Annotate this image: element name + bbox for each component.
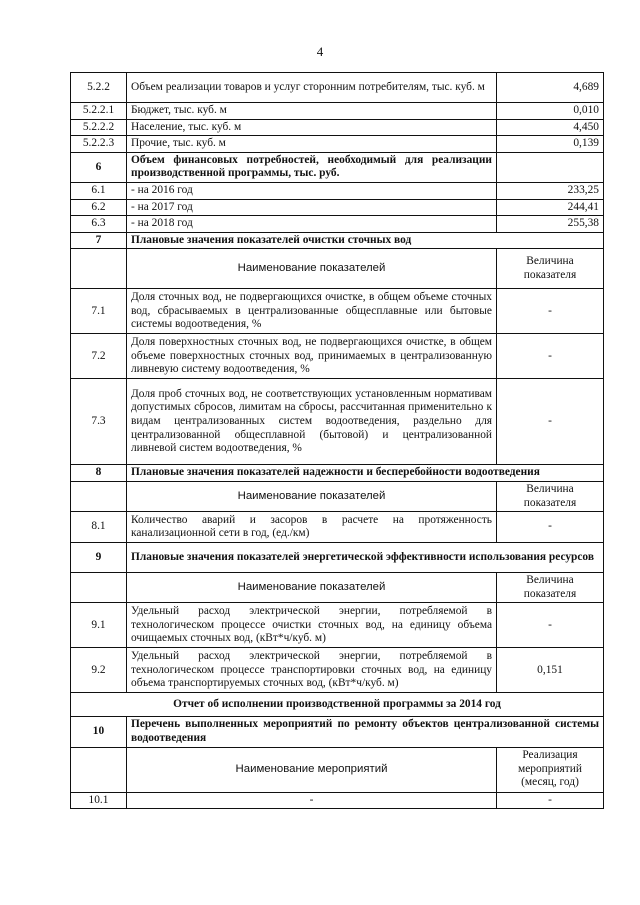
table-row xyxy=(71,334,604,379)
row-text: Население, тыс. куб. м xyxy=(127,119,497,136)
table-row xyxy=(71,648,604,693)
row-text: - на 2016 год xyxy=(127,182,497,199)
column-header-value: Величина показателя xyxy=(497,481,604,511)
section-number: 7 xyxy=(71,232,127,249)
row-value: - xyxy=(497,512,604,543)
row-value: 0,151 xyxy=(497,648,604,693)
row-value: 244,41 xyxy=(497,199,604,216)
section-row xyxy=(71,717,604,747)
row-text: - xyxy=(127,792,497,809)
row-number: 6.2 xyxy=(71,199,127,216)
column-header-name: Наименование показателей xyxy=(127,481,497,511)
section-title: Объем финансовых потребностей, необходимый для реализации производственной программы, тыс. руб. xyxy=(127,152,497,182)
row-value: 0,139 xyxy=(497,136,604,153)
row-text: - на 2017 год xyxy=(127,199,497,216)
row-value: - xyxy=(497,603,604,648)
section-title: Плановые значения показателей надежности и бесперебойности водоотведения xyxy=(127,465,604,482)
table-row xyxy=(71,289,604,334)
row-value: 0,010 xyxy=(497,103,604,120)
table-row xyxy=(71,379,604,465)
section-row xyxy=(71,232,604,249)
section-title: Плановые значения показателей очистки сточных вод xyxy=(127,232,604,249)
row-number: 7.1 xyxy=(71,289,127,334)
empty-cell xyxy=(71,747,127,792)
row-text: Доля проб сточных вод, не соответствующих установленным нормативам допустимых сбросов, лимитам на сбросы, рассчитанная применительно к видам централизованных систем водоотведения, раздельно для централизованной общесплавной (бытовой) и централизованной ливневой систем водоотведения, % xyxy=(127,379,497,465)
row-value: 4,450 xyxy=(497,119,604,136)
row-value: - xyxy=(497,792,604,809)
section-row xyxy=(71,152,604,182)
report-row xyxy=(71,693,604,717)
program-table xyxy=(70,72,604,809)
column-header-name: Наименование показателей xyxy=(127,249,497,289)
row-value: 255,38 xyxy=(497,216,604,233)
empty-cell xyxy=(71,573,127,603)
section-row xyxy=(71,543,604,573)
section-number: 10 xyxy=(71,717,127,747)
row-number: 7.3 xyxy=(71,379,127,465)
table-row xyxy=(71,603,604,648)
row-number: 6.3 xyxy=(71,216,127,233)
column-header-value: Величина показателя xyxy=(497,249,604,289)
column-header-value: Реализация мероприятий (месяц, год) xyxy=(497,747,604,792)
row-text: Доля поверхностных сточных вод, не подвергающихся очистке, в общем объеме поверхностных сточных вод, принимаемых в централизованную ливневую систему водоотведения, % xyxy=(127,334,497,379)
header-row xyxy=(71,249,604,289)
row-number: 8.1 xyxy=(71,512,127,543)
row-value: - xyxy=(497,289,604,334)
row-value: - xyxy=(497,379,604,465)
section-number: 9 xyxy=(71,543,127,573)
empty-cell xyxy=(71,481,127,511)
row-value: 233,25 xyxy=(497,182,604,199)
row-text: - на 2018 год xyxy=(127,216,497,233)
row-number: 5.2.2.3 xyxy=(71,136,127,153)
row-number: 5.2.2.2 xyxy=(71,119,127,136)
row-number: 9.1 xyxy=(71,603,127,648)
header-row xyxy=(71,747,604,792)
table-row xyxy=(71,103,604,120)
table-row xyxy=(71,216,604,233)
section-row xyxy=(71,465,604,482)
row-value: 4,689 xyxy=(497,73,604,103)
section-number: 8 xyxy=(71,465,127,482)
row-text: Объем реализации товаров и услуг сторонним потребителям, тыс. куб. м xyxy=(127,73,497,103)
row-text: Доля сточных вод, не подвергающихся очистке, в общем объеме сточных вод, сбрасываемых в централизованные общесплавные или бытовые системы водоотведения, % xyxy=(127,289,497,334)
row-text: Количество аварий и засоров в расчете на протяженность канализационной сети в год, (ед./км) xyxy=(127,512,497,543)
table-row xyxy=(71,512,604,543)
row-text: Прочие, тыс. куб. м xyxy=(127,136,497,153)
empty-cell xyxy=(497,152,604,182)
row-text: Удельный расход электрической энергии, потребляемой в технологическом процессе очистки сточных вод, на единицу объема очищаемых сточных вод, (кВт*ч/куб. м) xyxy=(127,603,497,648)
column-header-name: Наименование показателей xyxy=(127,573,497,603)
page-number: 4 xyxy=(316,44,324,59)
section-title: Перечень выполненных мероприятий по ремонту объектов централизованной системы водоотведения xyxy=(127,717,604,747)
row-text: Удельный расход электрической энергии, потребляемой в технологическом процессе транспортировки сточных вод, на единицу объема транспортируемых сточных вод, (кВт*ч/куб. м) xyxy=(127,648,497,693)
empty-cell xyxy=(71,249,127,289)
row-value: - xyxy=(497,334,604,379)
section-number: 6 xyxy=(71,152,127,182)
table-row xyxy=(71,182,604,199)
table-row xyxy=(71,119,604,136)
row-number: 10.1 xyxy=(71,792,127,809)
column-header-name: Наименование мероприятий xyxy=(127,747,497,792)
row-number: 6.1 xyxy=(71,182,127,199)
row-number: 5.2.2 xyxy=(71,73,127,103)
row-number: 5.2.2.1 xyxy=(71,103,127,120)
table-row xyxy=(71,792,604,809)
report-title: Отчет об исполнении производственной программы за 2014 год xyxy=(71,693,604,717)
table-row xyxy=(71,199,604,216)
row-number: 9.2 xyxy=(71,648,127,693)
column-header-value: Величина показателя xyxy=(497,573,604,603)
header-row xyxy=(71,481,604,511)
table-row xyxy=(71,136,604,153)
row-number: 7.2 xyxy=(71,334,127,379)
section-title: Плановые значения показателей энергетической эффективности использования ресурсов xyxy=(127,543,604,573)
table-row xyxy=(71,73,604,103)
header-row xyxy=(71,573,604,603)
row-text: Бюджет, тыс. куб. м xyxy=(127,103,497,120)
